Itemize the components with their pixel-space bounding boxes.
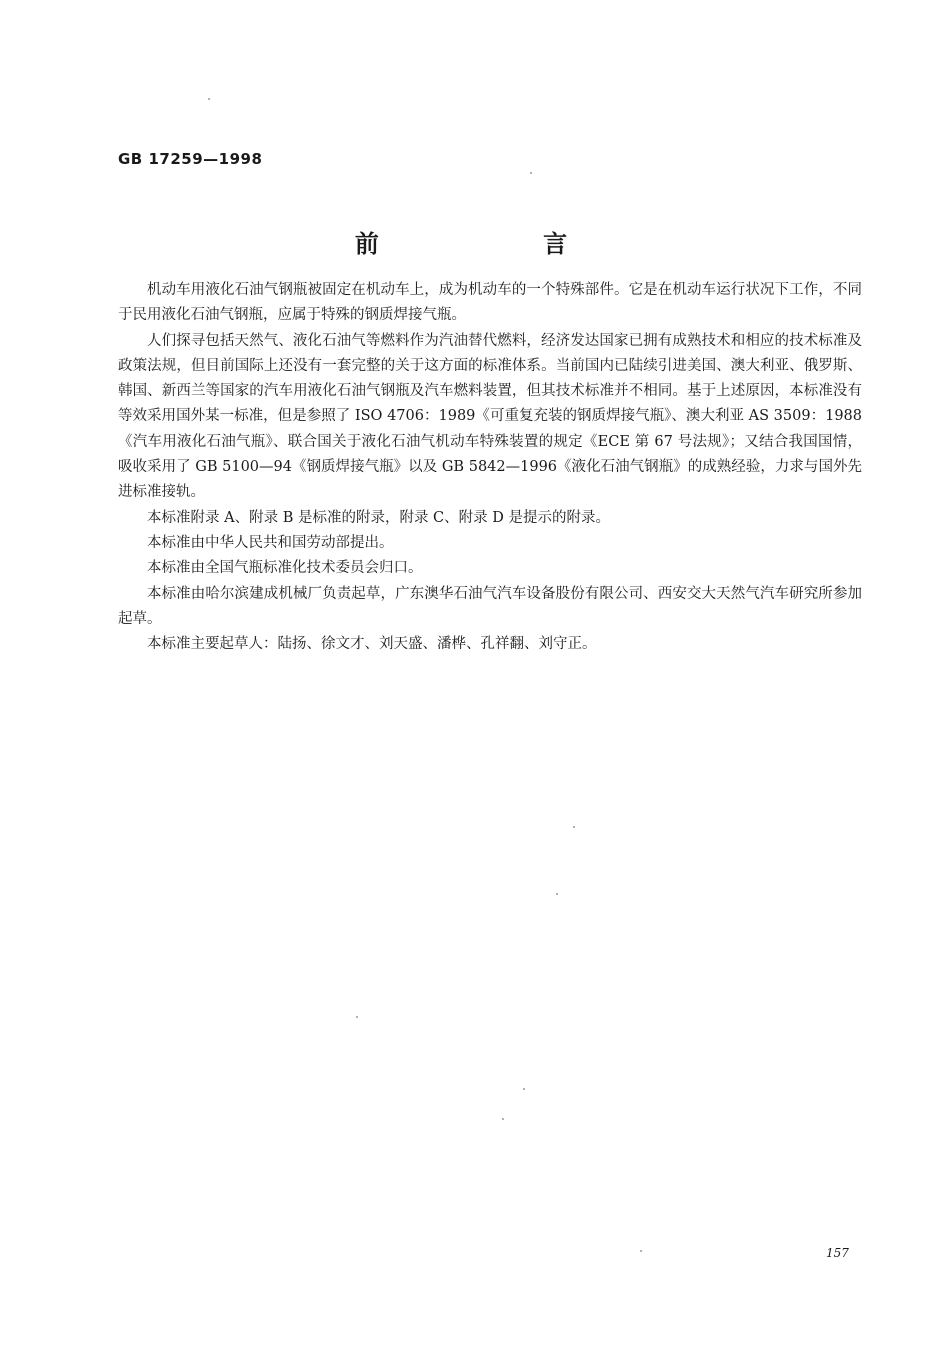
paragraph-1: 机动车用液化石油气钢瓶被固定在机动车上，成为机动车的一个特殊部件。它是在机动车运行状况下工作，不同于民用液化石油气钢瓶，应属于特殊的钢质焊接气瓶。 [118,282,862,324]
paragraph-4: 本标准由中华人民共和国劳动部提出。 [147,534,394,551]
paragraph-6: 本标准由哈尔滨建成机械厂负责起草，广东澳华石油气汽车设备股份有限公司、西安交大天然气汽车研究所参加起草。 [118,585,862,627]
foreword-body [118,278,862,657]
scan-speck [208,98,210,100]
scan-speck [502,1118,504,1120]
scan-speck [556,893,558,895]
paragraph-3: 本标准附录 A、附录 B 是标准的附录，附录 C、附录 D 是提示的附录。 [147,509,610,526]
scan-speck [523,1088,525,1090]
standard-number: GB 17259—1998 [118,150,263,168]
page-number: 157 [826,1246,849,1260]
scan-speck [356,1016,358,1018]
section-title: 前 言 [354,229,646,258]
paragraph-5: 本标准由全国气瓶标准化技术委员会归口。 [147,560,423,577]
paragraph-7: 本标准主要起草人：陆扬、徐文才、刘天盛、潘桦、孔祥翻、刘守正。 [147,636,597,653]
scan-speck [573,826,575,828]
scan-speck [530,172,532,174]
paragraph-2: 人们探寻包括天然气、液化石油气等燃料作为汽油替代燃料，经济发达国家已拥有成熟技术和相应的技术标准及政策法规，但目前国际上还没有一套完整的关于这方面的标准体系。当前国内已陆续引进美国、澳大利亚、俄罗斯、韩国、新西兰等国家的汽车用液化石油气钢瓶及汽车燃料装置，但其技术标准并不相同。基于上述原因，本标准没有等效采用国外某一标准，但是参照了 ISO 4706：1989《可重复充装的钢质焊接气瓶》、澳大利亚 AS 3509：1988《汽车用液化石油气瓶》、联合国关于液化石油气机动车特殊装置的规定《ECE 第 67 号法规》；又结合我国国情，吸收采用了 GB 5100—94《钢质焊接气瓶》以及 GB 5842—1996《液化石油气钢瓶》的成熟经验，力求与国外先进标准接轨。 [118,332,862,501]
scan-speck [640,1250,642,1252]
